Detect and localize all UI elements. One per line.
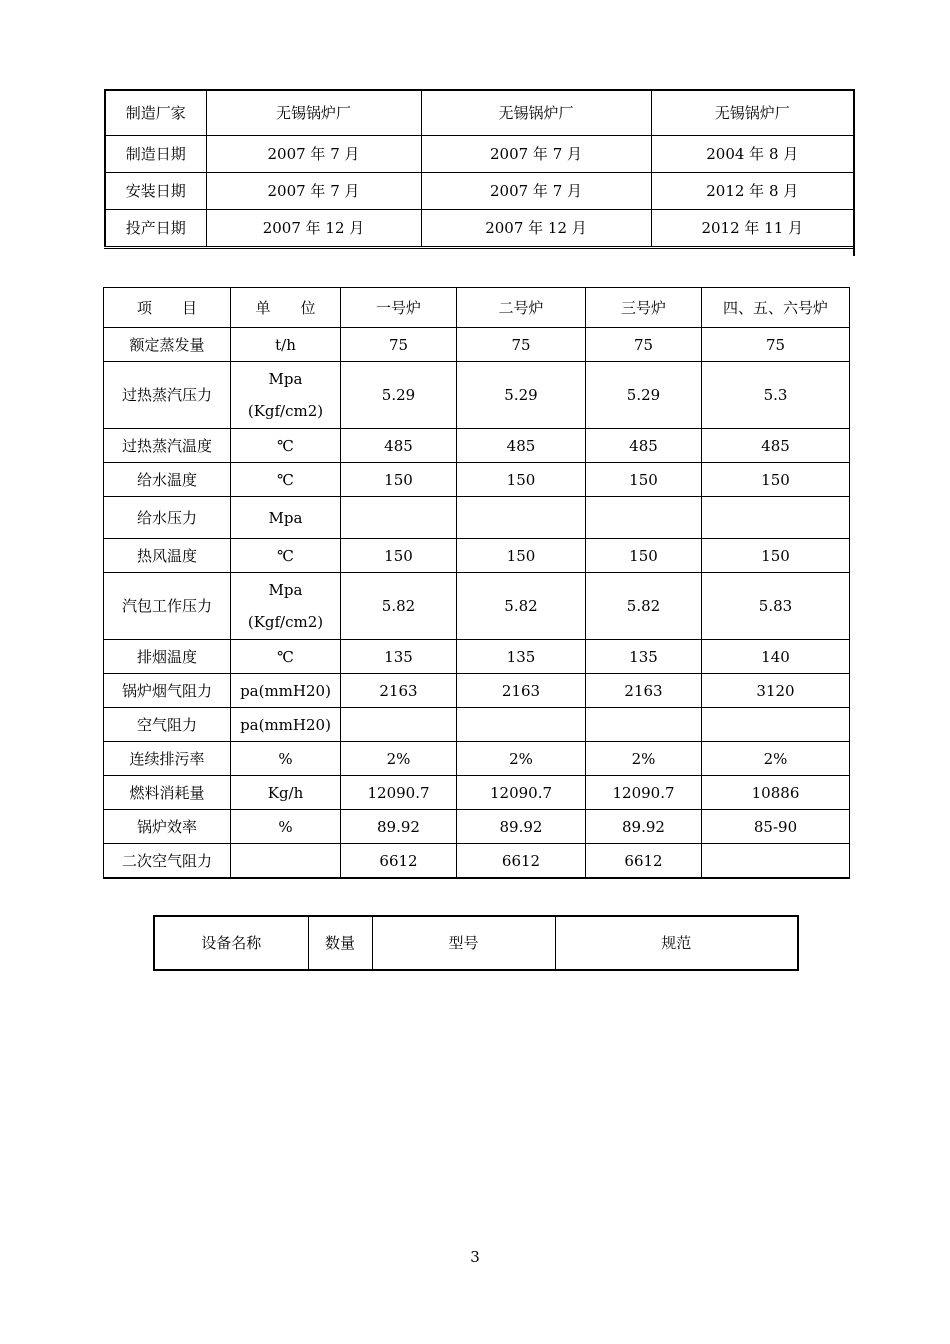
value-cell: 150 xyxy=(341,463,457,497)
value-cell: 89.92 xyxy=(457,810,586,844)
table-row xyxy=(104,539,850,573)
table-row xyxy=(104,674,850,708)
table-border-decoration xyxy=(853,89,855,256)
value-cell: 6612 xyxy=(457,844,586,879)
table-row xyxy=(104,810,850,844)
cell: 无锡锅炉厂 xyxy=(421,90,651,136)
cell: 2007 年 12 月 xyxy=(206,210,421,248)
row-label: 制造日期 xyxy=(105,136,206,173)
value-cell xyxy=(702,497,850,539)
header-unit: 单 位 xyxy=(231,288,341,328)
value-cell: 2163 xyxy=(457,674,586,708)
value-cell: 12090.7 xyxy=(586,776,702,810)
value-cell: 135 xyxy=(341,640,457,674)
table-row xyxy=(104,429,850,463)
header-boiler-3: 三号炉 xyxy=(586,288,702,328)
value-cell: 150 xyxy=(702,539,850,573)
value-cell xyxy=(702,844,850,879)
cell: 无锡锅炉厂 xyxy=(651,90,854,136)
value-cell: 5.29 xyxy=(457,362,586,429)
table-row xyxy=(104,640,850,674)
cell: 2007 年 7 月 xyxy=(206,136,421,173)
header-boiler-1: 一号炉 xyxy=(341,288,457,328)
value-cell: 2% xyxy=(457,742,586,776)
value-cell: 75 xyxy=(702,328,850,362)
value-cell: 6612 xyxy=(341,844,457,879)
unit-line: (Kgf/cm2) xyxy=(247,613,324,631)
table-row xyxy=(104,463,850,497)
value-cell: 135 xyxy=(457,640,586,674)
unit-cell xyxy=(231,362,341,429)
item-cell: 连续排污率 xyxy=(104,742,231,776)
cell: 2007 年 7 月 xyxy=(421,173,651,210)
value-cell: 5.82 xyxy=(586,573,702,640)
value-cell xyxy=(586,708,702,742)
value-cell: 2% xyxy=(586,742,702,776)
table-row xyxy=(104,742,850,776)
value-cell: 3120 xyxy=(702,674,850,708)
unit-cell xyxy=(231,573,341,640)
row-label: 安装日期 xyxy=(105,173,206,210)
unit-cell: ℃ xyxy=(231,539,341,573)
unit-cell xyxy=(231,844,341,879)
table-row xyxy=(104,776,850,810)
table-row xyxy=(104,708,850,742)
table-row xyxy=(105,210,854,248)
table-row xyxy=(104,362,850,429)
value-cell: 485 xyxy=(702,429,850,463)
header-equipment-name: 设备名称 xyxy=(154,916,308,970)
page-number: 3 xyxy=(470,1248,480,1266)
item-cell: 汽包工作压力 xyxy=(104,573,231,640)
unit-cell: ℃ xyxy=(231,429,341,463)
unit-cell: pa(mmH20) xyxy=(231,674,341,708)
value-cell xyxy=(457,708,586,742)
unit-line: (Kgf/cm2) xyxy=(247,402,324,420)
boiler-parameters-table xyxy=(103,287,850,879)
value-cell: 135 xyxy=(586,640,702,674)
value-cell: 485 xyxy=(586,429,702,463)
unit-cell: t/h xyxy=(231,328,341,362)
value-cell: 485 xyxy=(341,429,457,463)
manufacturing-info-table xyxy=(104,89,855,249)
cell: 无锡锅炉厂 xyxy=(206,90,421,136)
value-cell xyxy=(586,497,702,539)
item-cell: 空气阻力 xyxy=(104,708,231,742)
header-boiler-2: 二号炉 xyxy=(457,288,586,328)
value-cell: 140 xyxy=(702,640,850,674)
unit-cell: % xyxy=(231,742,341,776)
table-row xyxy=(105,136,854,173)
item-cell: 过热蒸汽压力 xyxy=(104,362,231,429)
value-cell: 485 xyxy=(457,429,586,463)
item-cell: 给水温度 xyxy=(104,463,231,497)
value-cell: 5.29 xyxy=(586,362,702,429)
item-cell: 燃料消耗量 xyxy=(104,776,231,810)
value-cell: 75 xyxy=(586,328,702,362)
unit-cell: Mpa xyxy=(231,497,341,539)
table-row xyxy=(104,573,850,640)
unit-cell: ℃ xyxy=(231,463,341,497)
header-boiler-4-6: 四、五、六号炉 xyxy=(702,288,850,328)
unit-cell: pa(mmH20) xyxy=(231,708,341,742)
value-cell xyxy=(457,497,586,539)
value-cell: 150 xyxy=(586,463,702,497)
table-header-row xyxy=(154,916,798,970)
unit-cell: Kg/h xyxy=(231,776,341,810)
table-header-row xyxy=(104,288,850,328)
item-cell: 给水压力 xyxy=(104,497,231,539)
cell: 2004 年 8 月 xyxy=(651,136,854,173)
item-cell: 过热蒸汽温度 xyxy=(104,429,231,463)
value-cell: 12090.7 xyxy=(457,776,586,810)
value-cell: 5.82 xyxy=(457,573,586,640)
cell: 2007 年 12 月 xyxy=(421,210,651,248)
table-row xyxy=(105,173,854,210)
cell: 2012 年 8 月 xyxy=(651,173,854,210)
unit-cell: ℃ xyxy=(231,640,341,674)
item-cell: 锅炉烟气阻力 xyxy=(104,674,231,708)
unit-line: Mpa xyxy=(268,370,303,388)
value-cell: 10886 xyxy=(702,776,850,810)
item-cell: 排烟温度 xyxy=(104,640,231,674)
value-cell: 150 xyxy=(457,463,586,497)
table-row xyxy=(104,497,850,539)
header-specification: 规范 xyxy=(555,916,798,970)
item-cell: 锅炉效率 xyxy=(104,810,231,844)
table-row xyxy=(104,844,850,879)
value-cell: 150 xyxy=(457,539,586,573)
unit-cell: % xyxy=(231,810,341,844)
item-cell: 额定蒸发量 xyxy=(104,328,231,362)
value-cell xyxy=(702,708,850,742)
value-cell: 150 xyxy=(702,463,850,497)
value-cell: 5.82 xyxy=(341,573,457,640)
header-quantity: 数量 xyxy=(308,916,372,970)
value-cell: 5.3 xyxy=(702,362,850,429)
value-cell: 5.29 xyxy=(341,362,457,429)
unit-line: Mpa xyxy=(268,581,303,599)
table-row xyxy=(105,90,854,136)
value-cell: 150 xyxy=(341,539,457,573)
cell: 2007 年 7 月 xyxy=(206,173,421,210)
row-label: 投产日期 xyxy=(105,210,206,248)
value-cell: 85-90 xyxy=(702,810,850,844)
value-cell: 89.92 xyxy=(586,810,702,844)
equipment-table xyxy=(153,915,799,971)
value-cell: 2163 xyxy=(341,674,457,708)
item-cell: 热风温度 xyxy=(104,539,231,573)
value-cell: 12090.7 xyxy=(341,776,457,810)
value-cell: 75 xyxy=(341,328,457,362)
value-cell: 150 xyxy=(586,539,702,573)
value-cell: 75 xyxy=(457,328,586,362)
value-cell: 89.92 xyxy=(341,810,457,844)
cell: 2012 年 11 月 xyxy=(651,210,854,248)
value-cell: 2% xyxy=(702,742,850,776)
value-cell: 6612 xyxy=(586,844,702,879)
value-cell xyxy=(341,497,457,539)
header-item: 项 目 xyxy=(104,288,231,328)
value-cell: 2163 xyxy=(586,674,702,708)
item-cell: 二次空气阻力 xyxy=(104,844,231,879)
value-cell: 5.83 xyxy=(702,573,850,640)
row-label: 制造厂家 xyxy=(105,90,206,136)
cell: 2007 年 7 月 xyxy=(421,136,651,173)
table-row xyxy=(104,328,850,362)
value-cell xyxy=(341,708,457,742)
value-cell: 2% xyxy=(341,742,457,776)
header-model: 型号 xyxy=(372,916,555,970)
